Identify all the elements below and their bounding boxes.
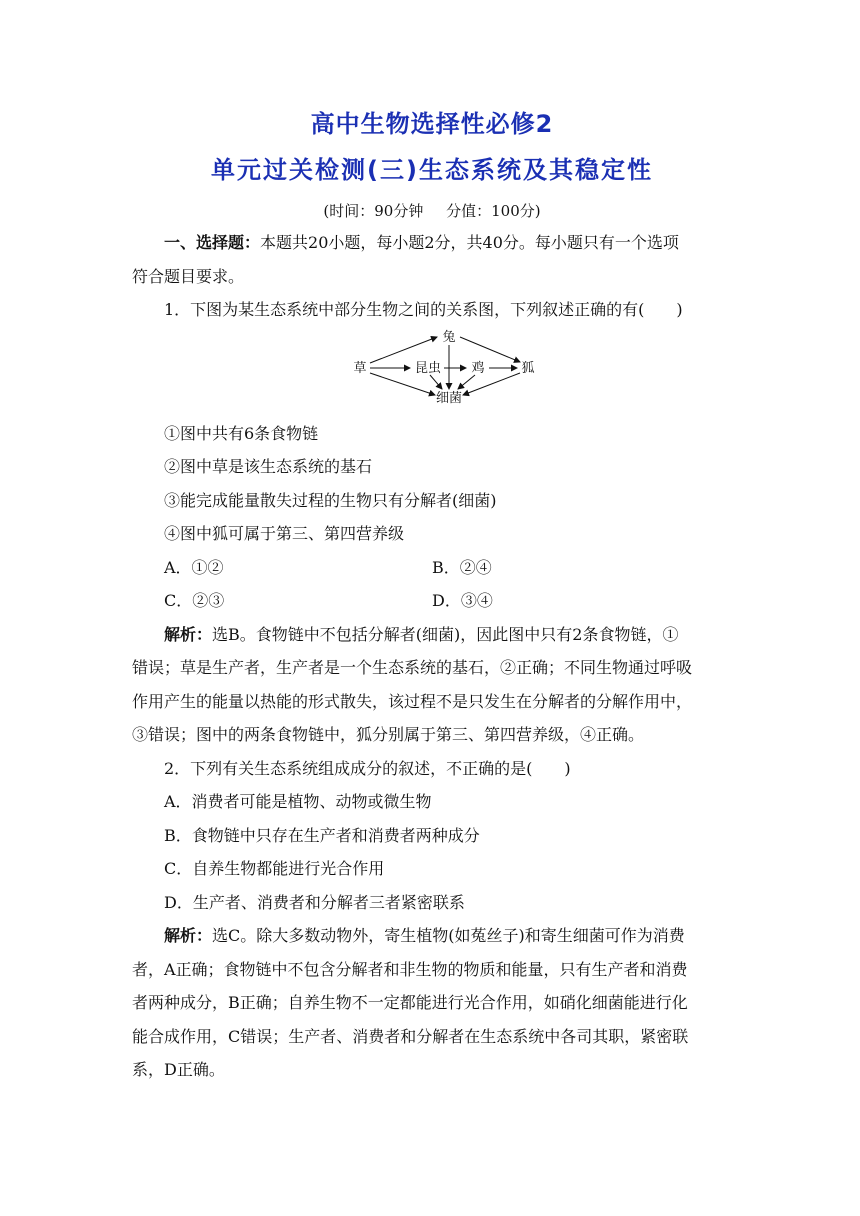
node-insect: 昆虫 <box>414 360 442 376</box>
q1-statement-1: ①图中共有6条食物链 <box>164 423 319 443</box>
edge-fox-bacteria <box>463 373 520 395</box>
q1-statement-3: ③能完成能量散失过程的生物只有分解者(细菌) <box>164 490 497 510</box>
q1-analysis-line-4: ③错误；图中的两条食物链中，狐分别属于第三、第四营养级，④正确。 <box>132 725 645 744</box>
q2-option-a: A．消费者可能是植物、动物或微生物 <box>164 792 432 811</box>
section-label: 一、选择题： <box>164 233 261 252</box>
q2-analysis-label: 解析： <box>164 926 213 945</box>
section-text-1: 本题共20小题，每小题2分，共40分。每小题只有一个选项 <box>260 233 679 252</box>
edge-rabbit-fox <box>460 337 520 362</box>
section-text-2: 符合题目要求。 <box>132 266 245 286</box>
q2-option-d: D．生产者、消费者和分解者三者紧密联系 <box>164 892 465 912</box>
q1-analysis-line-3: 作用产生的能量以热能的形式散失，该过程不是只发生在分解者的分解作用中， <box>132 691 693 711</box>
edge-grass-bacteria <box>370 373 435 395</box>
node-bacteria: 细菌 <box>435 390 463 406</box>
document-title: 高中生物选择性必修2 <box>310 110 554 138</box>
q1-analysis-label: 解析： <box>164 624 213 644</box>
food-web-svg <box>132 327 732 417</box>
exam-time: (时间：90分钟 <box>323 202 424 220</box>
document-page <box>132 96 732 1087</box>
q1-option-c: C．②③ <box>164 591 225 610</box>
q1-option-b: B．②④ <box>432 557 492 577</box>
edge-insect-bacteria <box>430 375 442 389</box>
q1-analysis-line-1: 解析：选B。食物链中不包括分解者(细菌)，因此图中只有2条食物链，① <box>164 624 679 644</box>
section-instructions <box>132 226 732 260</box>
q1-statement-4: ④图中狐可属于第三、第四营养级 <box>164 524 405 543</box>
q2-analysis-line-2: 者，A正确；食物链中不包含分解者和非生物的物质和能量，只有生产者和消费 <box>132 959 688 979</box>
q1-option-d: D．③④ <box>432 591 493 610</box>
node-grass: 草 <box>353 360 367 376</box>
exam-score: 分值：100分) <box>446 202 541 220</box>
q2-option-c: C．自养生物都能进行光合作用 <box>164 859 385 878</box>
document-subtitle: 单元过关检测(三)生态系统及其稳定性 <box>211 156 653 184</box>
q1-stem: 1．下图为某生态系统中部分生物之间的关系图，下列叙述正确的有( ) <box>164 300 683 319</box>
node-fox: 狐 <box>521 360 535 376</box>
q2-analysis-line-3: 者两种成分，B正确；自养生物不一定都能进行光合作用，如硝化细菌能进行化 <box>132 993 688 1012</box>
q1-analysis-line-2: 错误；草是生产者，生产者是一个生态系统的基石，②正确；不同生物通过呼吸 <box>132 658 693 677</box>
q2-analysis-line-1: 解析：选C。除大多数动物外，寄生植物(如菟丝子)和寄生细菌可作为消费 <box>164 926 685 945</box>
q2-option-b: B．食物链中只存在生产者和消费者两种成分 <box>164 825 480 845</box>
q2-stem: 2．下列有关生态系统组成成分的叙述，不正确的是( ) <box>164 758 571 778</box>
q1-options-row-1 <box>132 551 732 585</box>
edge-chicken-bacteria <box>458 375 475 389</box>
q1-statement-2: ②图中草是该生态系统的基石 <box>164 457 373 476</box>
food-web-diagram <box>132 327 732 417</box>
exam-meta <box>132 200 732 222</box>
q2-analysis-line-4: 能合成作用，C错误；生产者、消费者和分解者在生态系统中各司其职，紧密联 <box>132 1026 689 1046</box>
node-chicken: 鸡 <box>471 360 485 376</box>
node-rabbit: 兔 <box>442 329 456 345</box>
edge-grass-rabbit <box>370 337 437 363</box>
q1-options-row-2 <box>132 584 732 618</box>
q1-option-a: A．①② <box>164 557 224 577</box>
q2-analysis-line-5: 系，D正确。 <box>132 1060 225 1079</box>
